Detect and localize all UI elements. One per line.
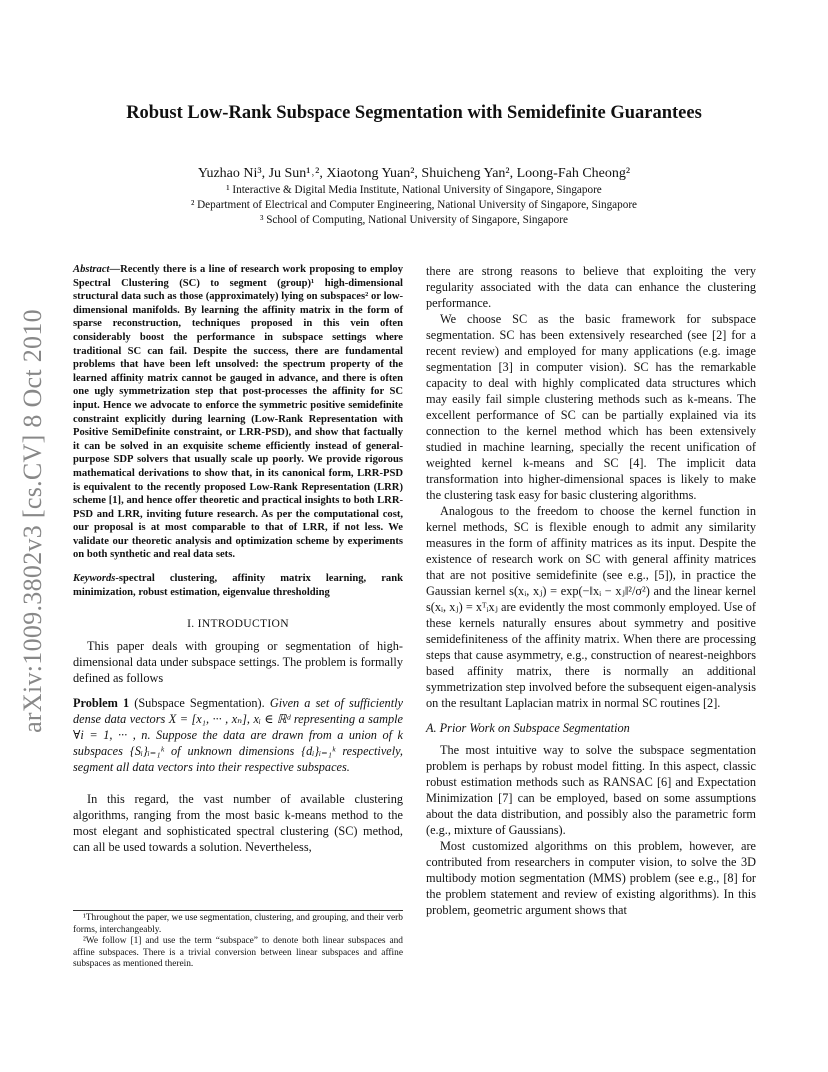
intro-paragraph-2: In this regard, the vast number of available clustering algorithms, ranging from the most basic k-means method to the most elegant and sophisticated spectral clustering (SC) method, can all be used towards a solution. Nevertheless, — [73, 792, 403, 855]
footnote-1: ¹Throughout the paper, we use segmentation, clustering, and grouping, and their verb forms, interchangeably. — [73, 913, 403, 935]
footnote-2: ²We follow [1] and use the term “subspace” to denote both linear subspaces and affine subspaces. There is a trivial conversion between linear subspaces and affine subspaces as mentioned therein. — [73, 936, 403, 970]
right-paragraph-2: We choose SC as the basic framework for subspace segmentation. SC has been extensively researched (see [2] for a recent review) and employed for many applications (e.g. image segmentation [3] in computer vision). SC has the remarkable capacity to deal with highly complicated data structures which may easily fail simple clustering methods such as k-means. The excellent performance of SC can be partially explained via its connection to the kernel method which has been extensively studied in machine learning, specially the recent unification of weighted kernel k-means and SC [4]. The implicit data transformation into higher-dimensional spaces is likely to make the clustering task easy for basic clustering algorithms. — [426, 312, 756, 502]
left-column — [73, 263, 403, 855]
abstract — [73, 263, 403, 562]
problem-label: Problem 1 — [73, 696, 130, 711]
right-paragraph-3: Analogous to the freedom to choose the kernel function in kernel methods, SC is flexible enough to admit any similarity measures in the form of affinity matrices as its input. Despite the existence of research work on SC with general affinity matrices that are not positive semidefinite (see e.g., [5]), in practice the Gaussian kernel s(xᵢ, xⱼ) = exp(−‖xᵢ − xⱼ‖²/σ²) and the linear kernel s(xᵢ, xⱼ) = xᵀᵢxⱼ are evidently the most commonly employed. Use of these kernels naturally ensures about symmetry and positive semidefiniteness of the affinity matrix. When there are processing steps that cause asymmetry, e.g., construction of nearest-neighbors based affinity matrix, there is normally an additional symmetrization step involved before the subsequent eigen-analysis on the resultant Laplacian matrix in normal SC routines [2]. — [426, 504, 756, 710]
author-list: Yuzhao Ni³, Ju Sun¹˒², Xiaotong Yuan², Shuicheng Yan², Loong-Fah Cheong² — [197, 166, 631, 181]
abstract-text: —Recently there is a line of research work proposing to employ Spectral Clustering (SC) to segment (group)¹ high-dimensional structural data such as those (approximately) lying on subspaces² or low-dimensional manifolds. By learning the affinity matrix in the form of sparse reconstruction, techniques proposed in this vein often considerably boost the performance in subspace settings where traditional SC can fail. Despite the success, there are fundamental problems that have been left unsolved: the spectrum property of the learned affinity matrix cannot be gauged in advance, and there is often one ugly symmetrization step that post-processes the affinity for SC input. Hence we advocate to enforce the symmetric positive semidefinite constraint explicitly during learning (Low-Rank Representation with Positive SemiDefinite constraint, or LRR-PSD), and show that factually it can be solved in an exquisite scheme efficiently instead of general-purpose SDP solvers that usually scale up poorly. We provide rigorous mathematical derivations to show that, in its canonical form, LRR-PSD is equivalent to the recently proposed Low-Rank Representation (LRR) scheme [1], and hence offer theoretic and practical insights to both LRR-PSD and LRR, inviting future research. As per the computational cost, our proposal is at most comparable to that of LRR, if not less. We validate our theoretic analysis and optimization scheme by experiments on both synthetic and real data sets. — [73, 264, 403, 561]
right-paragraph-4: The most intuitive way to solve the subspace segmentation problem is perhaps by robust model fitting. In this aspect, classic robust estimation methods such as RANSAC [6] and Expectation Minimization [7] can be employed, based on some assumptions about the data distribution, and possibly also the parametric form (e.g., mixture of Gaussians). — [426, 743, 756, 837]
right-column — [426, 263, 756, 918]
affiliation-3: ³ School of Computing, National University of Singapore, Singapore — [260, 214, 568, 226]
intro-paragraph-1: This paper deals with grouping or segmentation of high-dimensional data under subspace settings. The problem is formally defined as follows — [73, 639, 403, 686]
arxiv-side-label: arXiv:1009.3802v3 [cs.CV] 8 Oct 2010 — [17, 309, 47, 733]
paper-title: Robust Low-Rank Subspace Segmentation with Semidefinite Guarantees — [126, 103, 702, 123]
problem-statement — [73, 695, 403, 775]
footnotes — [73, 910, 403, 971]
problem-text: Given a set of sufficiently dense data vectors X = [x₁, ··· , xₙ], xᵢ ∈ ℝᵈ representing a sample ∀i = 1, ··· , n. Suppose the data are drawn from a union of k subspaces {Sᵢ}ᵢ₌₁ᵏ of unknown dimensions {dᵢ}ᵢ₌₁ᵏ respectively, segment all data vectors into their respective subspaces. — [73, 696, 403, 775]
keywords-text: -spectral clustering, affinity matrix learning, rank minimization, robust estimation, eigenvalue thresholding — [73, 573, 403, 598]
right-paragraph-5: Most customized algorithms on this problem, however, are contributed from researchers in computer vision, to solve the 3D multibody motion segmentation (MMS) problem (see e.g., [8] for the problem statement and review of existing algorithms). In this problem, geometric argument shows that — [426, 839, 756, 917]
subsection-heading-prior-work: A. Prior Work on Subspace Segmentation — [426, 721, 630, 735]
affiliation-1: ¹ Interactive & Digital Media Institute, National University of Singapore, Singapore — [226, 184, 602, 196]
right-paragraph-1: there are strong reasons to believe that exploiting the very regularity associated with the data can enhance the clustering performance. — [426, 264, 756, 310]
keywords-label: Keywords — [73, 573, 116, 585]
abstract-label: Abstract — [73, 264, 110, 275]
problem-name: (Subspace Segmentation). — [134, 696, 265, 711]
affiliation-2: ² Department of Electrical and Computer Engineering, National University of Singapore, Singapore — [190, 199, 638, 211]
keywords — [73, 572, 403, 599]
section-heading-introduction: I. INTRODUCTION — [187, 617, 289, 631]
